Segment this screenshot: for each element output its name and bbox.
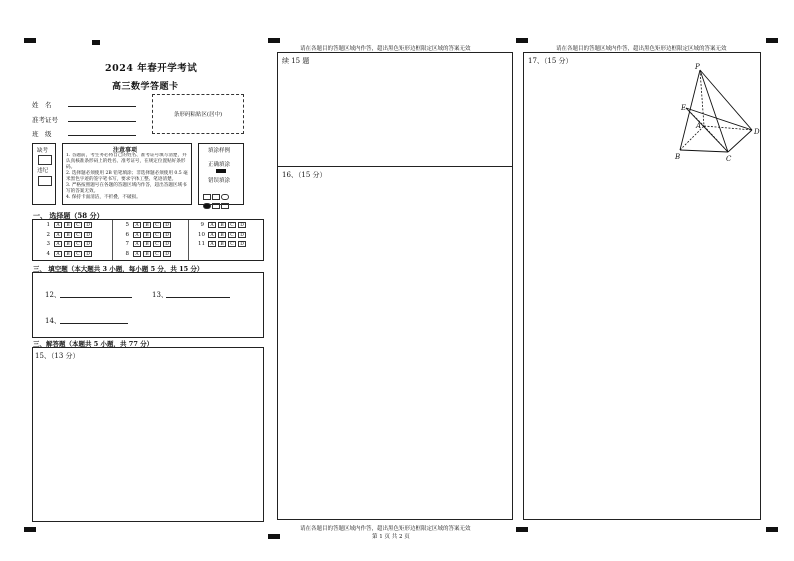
label-C: C <box>726 155 732 163</box>
registration-mark <box>516 38 528 43</box>
correct-fill-label: 正确填涂 <box>208 162 231 168</box>
class-label: 班 级 <box>32 130 52 138</box>
registration-mark <box>92 40 100 45</box>
question-15-continued-label: 续 15 题 <box>282 57 310 65</box>
choice-bubble[interactable]: B <box>64 232 72 238</box>
discipline-checkbox[interactable] <box>38 176 52 186</box>
choice-divider <box>112 220 113 260</box>
notice-item: 3. 严格按照题号在各题的答题区域内作答，超出答题区域书写的答案无效。 <box>66 183 187 194</box>
question-15-label: 15、（13 分） <box>35 352 80 360</box>
wrong-fill-dot-icon <box>203 203 211 209</box>
choice-bubble[interactable]: D <box>238 232 246 238</box>
choice-bubble[interactable]: B <box>143 232 151 238</box>
barcode-area-label: 条形码粘贴区(居中) <box>173 112 223 118</box>
question-12-blank[interactable] <box>60 297 132 298</box>
choice-bubble[interactable]: B <box>64 241 72 247</box>
choice-bubble[interactable]: B <box>64 251 72 257</box>
choice-bubble[interactable]: C <box>153 251 161 257</box>
choice-bubble[interactable]: B <box>64 222 72 228</box>
choice-divider <box>188 220 189 260</box>
choice-row <box>123 222 171 228</box>
label-B: B <box>675 153 681 161</box>
choice-bubble[interactable]: A <box>208 232 216 238</box>
fill-answer-area <box>32 272 264 338</box>
choice-bubble[interactable]: D <box>84 232 92 238</box>
question-17-label: 17、（15 分） <box>528 57 573 65</box>
registration-mark <box>766 527 778 532</box>
choice-row <box>198 232 246 238</box>
choice-bubble[interactable]: D <box>163 232 171 238</box>
section-solve-heading: 三、解答题（本题共 5 小题，共 77 分） <box>33 340 154 348</box>
choice-row <box>44 241 92 247</box>
section-fill-heading: 三、 填空题（本大题共 3 小题，每小题 5 分，共 15 分） <box>33 265 204 273</box>
choice-bubble[interactable]: C <box>228 241 236 247</box>
question-13-label: 13、 <box>152 291 168 299</box>
choice-bubble[interactable]: B <box>218 241 226 247</box>
choice-bubble[interactable]: C <box>74 241 82 247</box>
question-12-label: 12、 <box>45 291 61 299</box>
label-P: P <box>695 63 700 71</box>
choice-bubble[interactable]: A <box>54 222 62 228</box>
choice-bubble[interactable]: C <box>74 222 82 228</box>
wrong-fill-bracket-icon <box>212 203 220 209</box>
choice-question-number: 9 <box>200 222 204 228</box>
choice-bubble[interactable]: C <box>153 232 161 238</box>
right-top-notice: 请在各题目的答题区域内作答，超出黑色矩形边框限定区域的答案无效 <box>556 46 727 52</box>
wrong-fill-slash-icon <box>221 203 229 209</box>
question-13-blank[interactable] <box>166 297 230 298</box>
notice-list <box>66 153 188 204</box>
exam-subtitle: 高三数学答题卡 <box>112 82 179 92</box>
fill-sample-title: 填涂样例 <box>208 148 231 154</box>
question-16-answer-area[interactable] <box>277 166 513 520</box>
choice-question-number: 5 <box>125 222 129 228</box>
choice-question-number: 4 <box>46 250 50 257</box>
choice-bubble[interactable]: D <box>84 241 92 247</box>
choice-row <box>123 241 171 247</box>
choice-bubble[interactable]: B <box>218 232 226 238</box>
choice-bubble[interactable]: A <box>133 251 141 257</box>
choice-row <box>44 232 92 238</box>
choice-bubble[interactable]: A <box>54 241 62 247</box>
registration-mark <box>268 534 280 539</box>
notice-item: 1. 答题前，考生务必将自己的姓名、准考证号填写清楚，并认真核准条形码上的姓名、准考证号，在规定位置贴好条形码。 <box>66 153 187 170</box>
wrong-fill-label: 错误填涂 <box>208 178 231 184</box>
choice-question-number: 3 <box>46 241 50 247</box>
edge-CD <box>728 130 752 152</box>
bottom-notice: 请在各题目的答题区域内作答，超出黑色矩形边框限定区域的答案无效 <box>300 526 471 532</box>
choice-bubble[interactable]: B <box>218 222 226 228</box>
choice-row <box>44 222 92 228</box>
fill-sample-box <box>198 143 244 205</box>
choice-question-number: 7 <box>125 241 129 247</box>
choice-bubble[interactable]: D <box>163 222 171 228</box>
choice-question-number: 6 <box>125 231 129 238</box>
choice-row <box>198 241 246 247</box>
choice-bubble[interactable]: A <box>54 232 62 238</box>
choice-bubble[interactable]: A <box>133 232 141 238</box>
barcode-area <box>152 94 244 134</box>
notice-item: 4. 保持卡面清洁，不折叠，不破损。 <box>66 195 141 200</box>
exam-title: 2024 年春开学考试 <box>105 63 198 74</box>
question-16-label: 16、（15 分） <box>282 171 327 179</box>
registration-mark <box>516 527 528 532</box>
choice-bubble[interactable]: A <box>54 251 62 257</box>
discipline-label: 违纪 <box>37 168 49 174</box>
choice-question-number: 2 <box>46 231 50 238</box>
choice-row <box>123 232 171 238</box>
ticket-number-field[interactable] <box>68 121 136 122</box>
pyramid-figure <box>670 62 770 164</box>
choice-bubble[interactable]: D <box>163 251 171 257</box>
name-label: 姓 名 <box>32 101 52 109</box>
question-15-continued-area[interactable] <box>277 52 513 167</box>
choice-bubble[interactable]: C <box>74 251 82 257</box>
choice-bubble[interactable]: A <box>133 222 141 228</box>
absent-checkbox[interactable] <box>38 155 52 165</box>
choice-bubble[interactable]: A <box>208 222 216 228</box>
question-15-answer-area[interactable] <box>32 347 264 522</box>
choice-bubble[interactable]: D <box>163 241 171 247</box>
choice-bubble[interactable]: B <box>143 251 151 257</box>
page-number: 第 1 页 共 2 页 <box>372 534 410 540</box>
wrong-fill-samples <box>203 195 230 214</box>
choice-question-number: 11 <box>198 241 205 247</box>
choice-bubble[interactable]: A <box>133 241 141 247</box>
choice-bubble[interactable]: B <box>143 222 151 228</box>
label-D: D <box>754 128 760 136</box>
edge-PC <box>700 70 728 152</box>
choice-row <box>44 251 92 257</box>
absent-box <box>32 143 56 205</box>
label-A: A <box>696 122 702 130</box>
edge-BC <box>680 150 728 152</box>
choice-question-number: 1 <box>46 222 50 228</box>
ticket-number-label: 准考证号 <box>32 116 58 124</box>
notice-box <box>62 143 192 205</box>
edge-PA <box>700 70 704 126</box>
choice-bubble[interactable]: D <box>84 251 92 257</box>
choice-bubble[interactable]: C <box>153 222 161 228</box>
choice-row <box>198 222 246 228</box>
choice-bubble[interactable]: A <box>208 241 216 247</box>
registration-mark <box>24 38 36 43</box>
name-field[interactable] <box>68 106 136 107</box>
question-14-label: 14、 <box>45 317 61 325</box>
choice-bubble[interactable]: C <box>228 222 236 228</box>
notice-item: 2. 选择题必须使用 2B 铅笔填涂；非选择题必须使用 0.5 毫米黑色字迹的签字笔书写，要求字体工整、笔迹清楚。 <box>66 171 188 182</box>
choice-bubble[interactable]: C <box>228 232 236 238</box>
question-14-blank[interactable] <box>60 323 128 324</box>
choice-row <box>123 251 171 257</box>
registration-mark <box>268 38 280 43</box>
choice-bubble[interactable]: D <box>238 241 246 247</box>
top-notice: 请在各题目的答题区域内作答，超出黑色矩形边框限定区域的答案无效 <box>300 46 471 52</box>
choice-bubble[interactable]: D <box>238 222 246 228</box>
choice-bubble[interactable]: C <box>153 241 161 247</box>
registration-mark <box>766 38 778 43</box>
class-field[interactable] <box>68 135 136 136</box>
absent-label: 缺考 <box>37 148 49 154</box>
choice-bubble[interactable]: B <box>143 241 151 247</box>
registration-mark <box>24 527 36 532</box>
choice-question-number: 10 <box>198 231 205 238</box>
choice-bubble[interactable]: C <box>74 232 82 238</box>
correct-fill-sample <box>216 169 226 173</box>
notice-title: 注意事项 <box>113 147 138 154</box>
choice-bubble[interactable]: D <box>84 222 92 228</box>
section-choice-heading: 一、 选择题（58 分） <box>33 211 104 220</box>
label-E: E <box>681 104 687 112</box>
choice-question-number: 8 <box>125 250 129 257</box>
